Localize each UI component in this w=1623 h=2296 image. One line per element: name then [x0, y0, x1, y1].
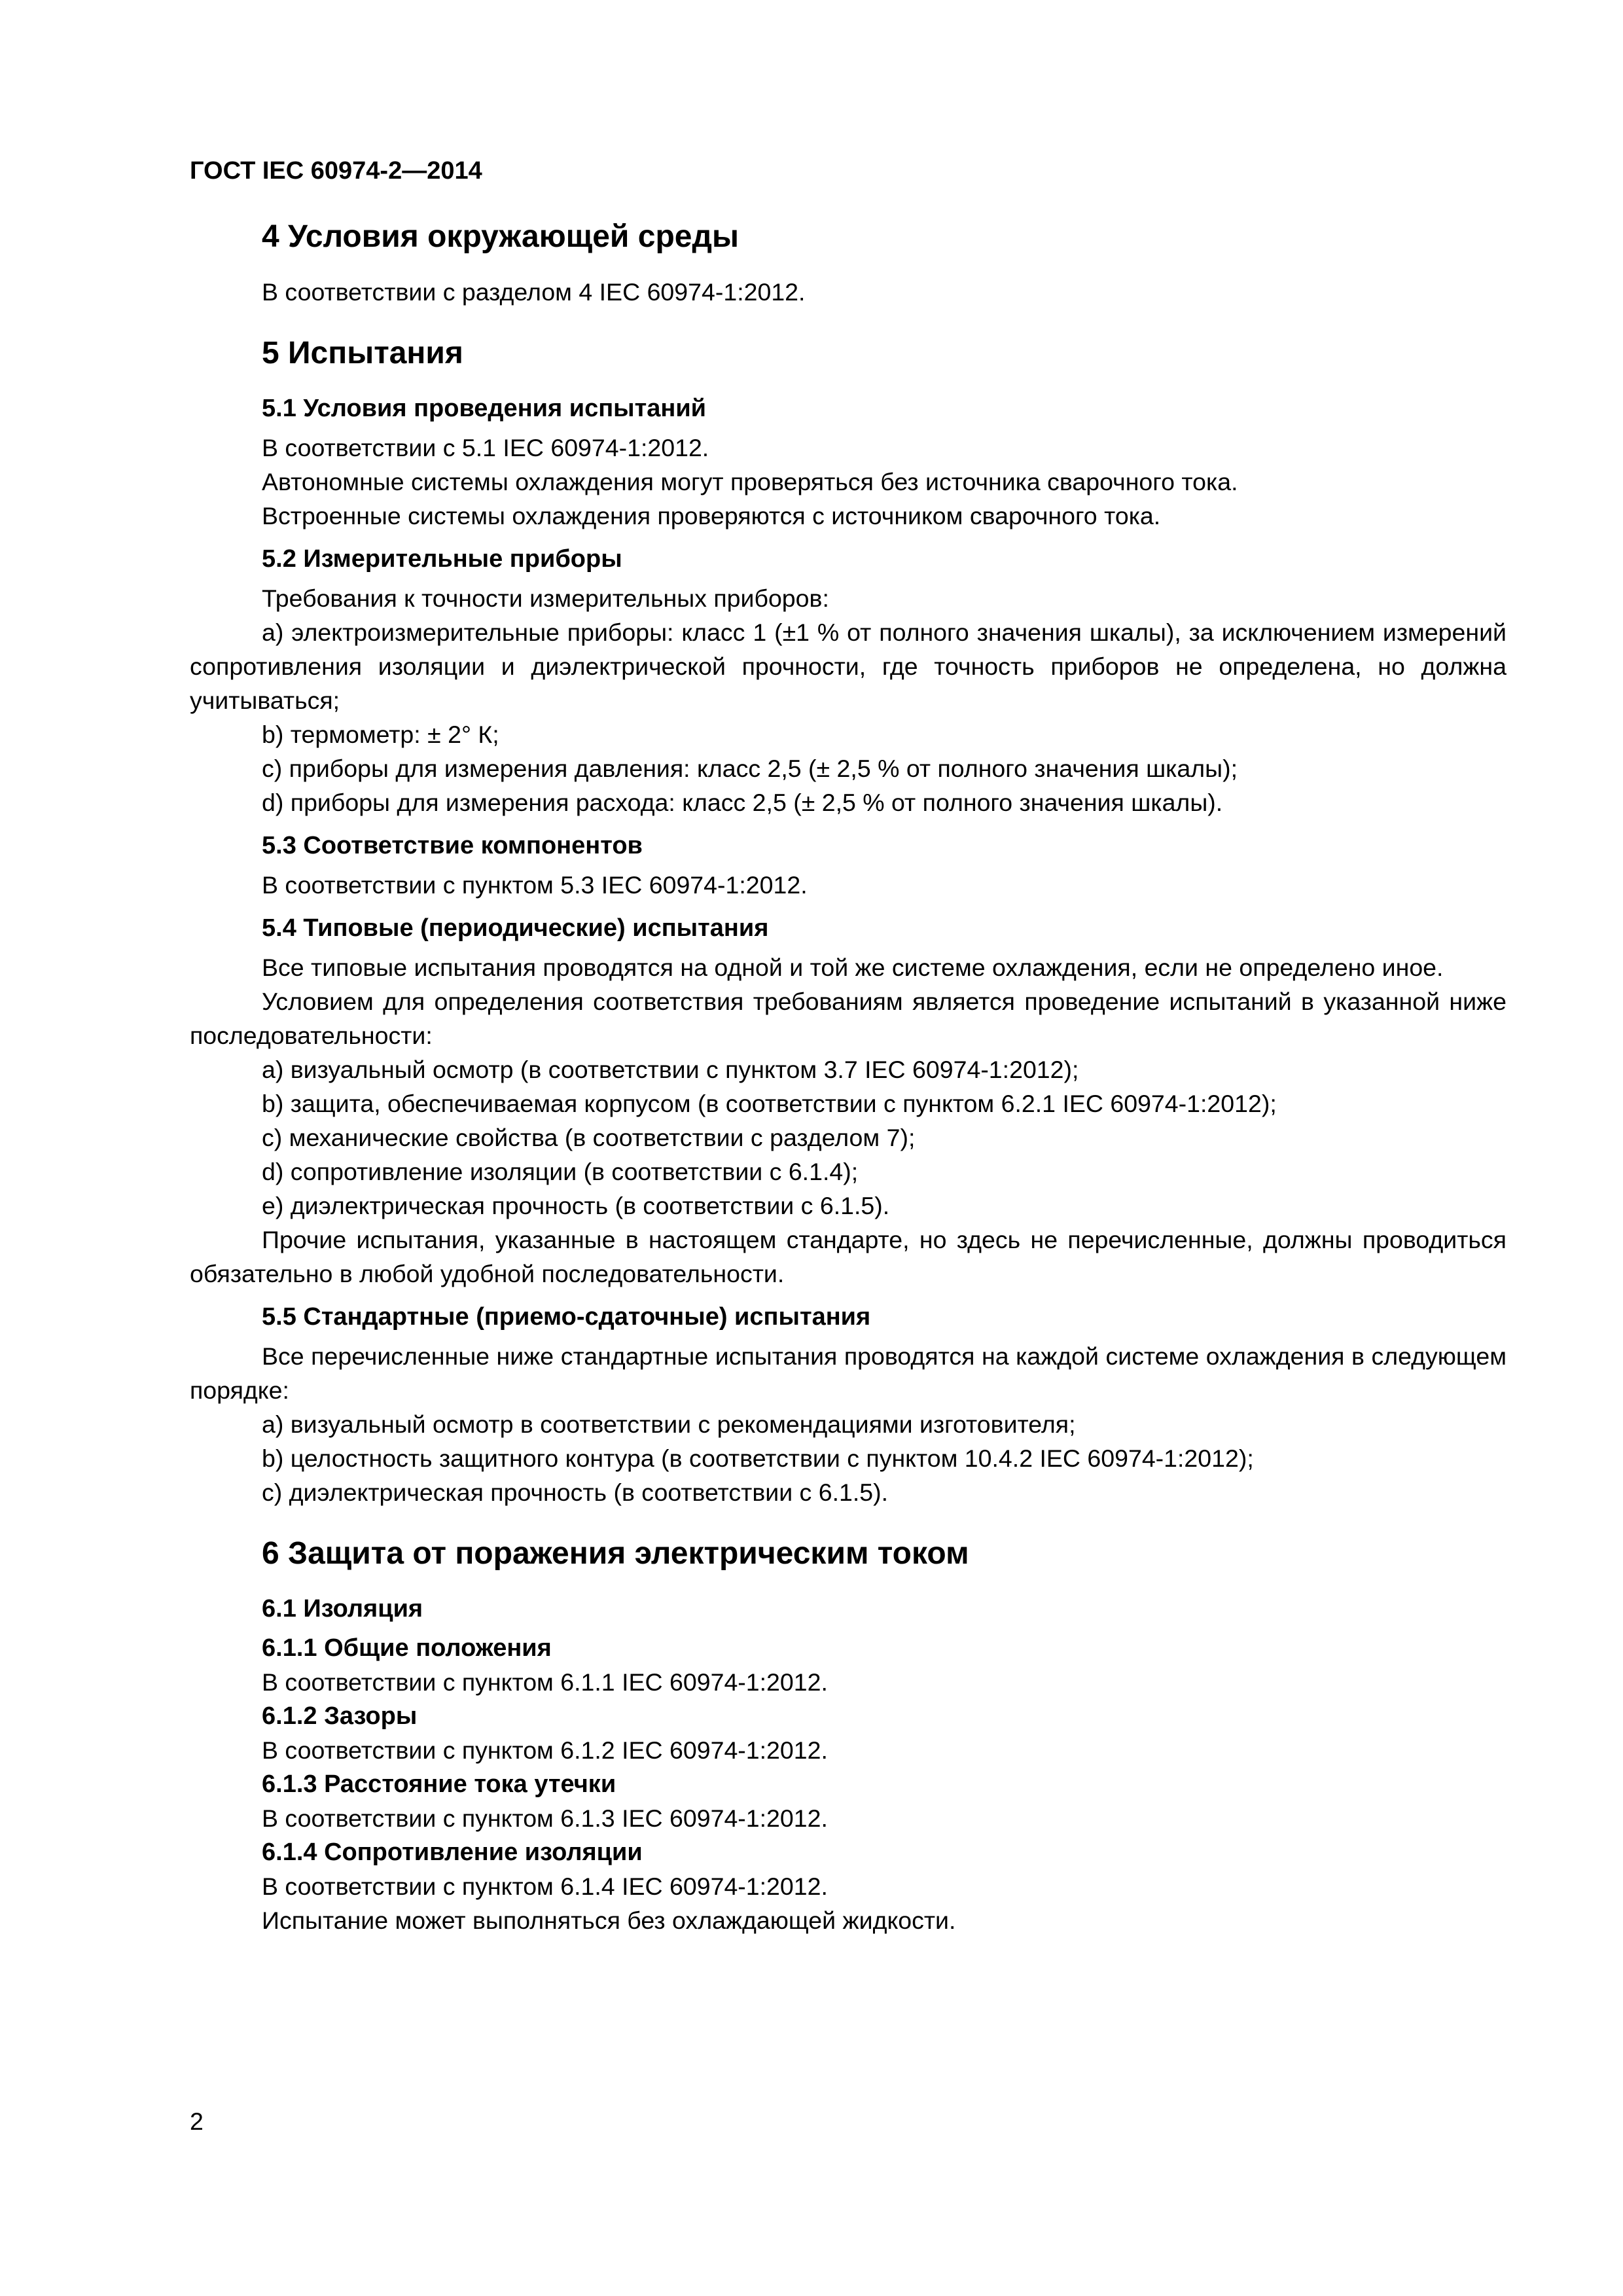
section-5-5-paragraph-1: Все перечисленные ниже стандартные испытания проводятся на каждой системе охлаждения в следующем порядке:	[190, 1342, 1507, 1404]
document-code-header: ГОСТ IEC 60974-2—2014	[190, 157, 482, 185]
section-5-4-paragraph-2: Условием для определения соответствия требованиям является проведение испытаний в указанной ниже последовательности:	[190, 988, 1507, 1049]
section-5-1-line-1: В соответствии с 5.1 IEC 60974-1:2012.	[262, 434, 709, 461]
section-5-2-intro: Требования к точности измерительных приборов:	[262, 584, 829, 612]
section-6-1-2-text: В соответствии с пунктом 6.1.2 IEC 60974-1:2012.	[262, 1736, 828, 1764]
section-6-1-1-heading: 6.1.1 Общие положения	[262, 1634, 552, 1662]
section-5-3-text: В соответствии с пунктом 5.3 IEC 60974-1:2012.	[262, 871, 808, 899]
section-6-1-4-text-2: Испытание может выполняться без охлаждающей жидкости.	[262, 1907, 956, 1934]
section-5-1-heading: 5.1 Условия проведения испытаний	[262, 395, 707, 422]
section-5-2-item-a: a) электроизмерительные приборы: класс 1 (±1 % от полного значения шкалы), за исключением измерений сопротивления изоляции и диэлектрической прочности, где точность приборов не определена, но должна учитываться;	[190, 619, 1507, 714]
section-6-1-3-text: В соответствии с пунктом 6.1.3 IEC 60974-1:2012.	[262, 1804, 828, 1832]
section-5-5-item-b: b) целостность защитного контура (в соответствии с пунктом 10.4.2 IEC 60974-1:2012);	[262, 1444, 1254, 1472]
page-number: 2	[190, 2108, 204, 2135]
section-5-2-item-b: b) термометр: ± 2° К;	[262, 721, 499, 748]
section-5-3-heading: 5.3 Соответствие компонентов	[262, 832, 643, 859]
document-body	[190, 216, 1507, 1937]
section-5-5-item-a: a) визуальный осмотр в соответствии с рекомендациями изготовителя;	[262, 1410, 1076, 1438]
section-4-heading: 4 Условия окружающей среды	[262, 219, 739, 254]
section-5-4-item-b: b) защита, обеспечиваемая корпусом (в соответствии с пунктом 6.2.1 IEC 60974-1:2012);	[262, 1090, 1277, 1117]
section-5-2-item-c: c) приборы для измерения давления: класс 2,5 (± 2,5 % от полного значения шкалы);	[262, 755, 1238, 782]
section-5-4-paragraph-1: Все типовые испытания проводятся на одной и той же системе охлаждения, если не определено иное.	[262, 954, 1444, 981]
section-5-4-paragraph-3: Прочие испытания, указанные в настоящем стандарте, но здесь не перечисленные, должны проводиться обязательно в любой удобной последовательности.	[190, 1226, 1507, 1287]
section-5-4-heading: 5.4 Типовые (периодические) испытания	[262, 914, 769, 942]
section-5-2-heading: 5.2 Измерительные приборы	[262, 545, 622, 573]
section-6-1-2-heading: 6.1.2 Зазоры	[262, 1702, 418, 1730]
section-6-1-4-heading: 6.1.4 Сопротивление изоляции	[262, 1839, 643, 1866]
section-6-1-heading: 6.1 Изоляция	[262, 1595, 423, 1623]
section-4-text: В соответствии с разделом 4 IEC 60974-1:2012.	[262, 278, 806, 306]
section-6-heading: 6 Защита от поражения электрическим током	[262, 1536, 969, 1571]
section-5-5-heading: 5.5 Стандартные (приемо-сдаточные) испытания	[262, 1303, 871, 1331]
section-5-4-item-d: d) сопротивление изоляции (в соответствии с 6.1.4);	[262, 1158, 859, 1185]
section-6-1-1-text: В соответствии с пунктом 6.1.1 IEC 60974-1:2012.	[262, 1668, 828, 1696]
section-5-4-item-c: c) механические свойства (в соответствии с разделом 7);	[262, 1124, 916, 1151]
section-5-1-line-2: Автономные системы охлаждения могут проверяться без источника сварочного тока.	[262, 468, 1238, 495]
section-5-heading: 5 Испытания	[262, 336, 463, 370]
section-5-4-item-a: a) визуальный осмотр (в соответствии с пунктом 3.7 IEC 60974-1:2012);	[262, 1056, 1079, 1083]
section-5-4-item-e: e) диэлектрическая прочность (в соответствии с 6.1.5).	[262, 1192, 890, 1219]
section-5-1-line-3: Встроенные системы охлаждения проверяются с источником сварочного тока.	[262, 502, 1161, 529]
section-5-2-item-d: d) приборы для измерения расхода: класс 2,5 (± 2,5 % от полного значения шкалы).	[262, 789, 1223, 816]
section-6-1-4-text: В соответствии с пунктом 6.1.4 IEC 60974-1:2012.	[262, 1873, 828, 1900]
section-6-1-3-heading: 6.1.3 Расстояние тока утечки	[262, 1770, 616, 1798]
section-5-5-item-c: c) диэлектрическая прочность (в соответствии с 6.1.5).	[262, 1479, 889, 1506]
